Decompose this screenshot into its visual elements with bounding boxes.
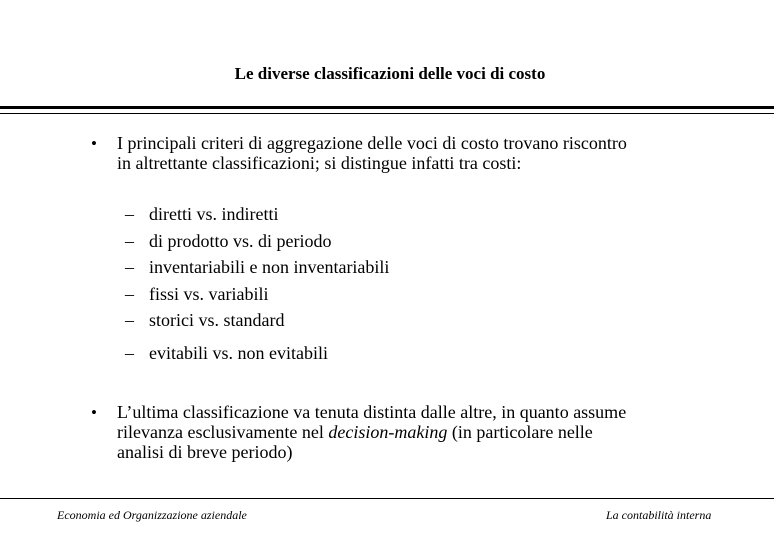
- dash-icon: –: [125, 257, 134, 277]
- list-item: [125, 307, 389, 334]
- bullet-2-line-3: analisi di breve periodo): [117, 442, 293, 462]
- footer-rule: [0, 498, 774, 499]
- bullet-2-line-2: rilevanza esclusivamente nel decision-making (in particolare nelle: [117, 422, 593, 442]
- emphasis-text: decision-making: [328, 422, 448, 442]
- list-item: [125, 254, 389, 281]
- bullet-1-line-2: in altrettante classificazioni; si distingue infatti tra costi:: [117, 153, 522, 173]
- cost-classification-list: [125, 201, 389, 334]
- list-item: [125, 201, 389, 228]
- list-item-label: di prodotto vs. di periodo: [149, 230, 332, 251]
- title-rule-thick: [0, 106, 774, 109]
- dash-icon: –: [125, 204, 134, 224]
- list-item-label: fissi vs. variabili: [149, 283, 269, 304]
- bullet-2-text: [117, 402, 757, 462]
- dash-icon: –: [125, 230, 134, 251]
- dash-icon: –: [125, 283, 134, 304]
- slide-title: Le diverse classificazioni delle voci di costo: [234, 64, 546, 83]
- bullet-2-line-1: L’ultima classificazione va tenuta distinta dalle altre, in quanto assume: [117, 402, 627, 422]
- bullet-1-line-1: I principali criteri di aggregazione delle voci di costo trovano riscontro: [117, 133, 627, 153]
- list-item-label: diretti vs. indiretti: [149, 204, 279, 224]
- list-item-label: inventariabili e non inventariabili: [149, 257, 390, 277]
- footer-section-name: La contabilità interna: [606, 508, 712, 522]
- title-rule-thin: [0, 113, 774, 114]
- bullet-1-text: [117, 133, 757, 173]
- footer-course-name: Economia ed Organizzazione aziendale: [57, 508, 247, 522]
- dash-icon: –: [125, 310, 134, 330]
- extra-list-item: [125, 340, 328, 367]
- list-item-label: storici vs. standard: [149, 310, 285, 330]
- dash-icon: –: [125, 343, 134, 363]
- list-item-label: evitabili vs. non evitabili: [149, 343, 328, 363]
- bullet-icon: •: [91, 134, 97, 153]
- bullet-icon: •: [91, 403, 97, 422]
- list-item: [125, 281, 389, 308]
- list-item: [125, 228, 389, 255]
